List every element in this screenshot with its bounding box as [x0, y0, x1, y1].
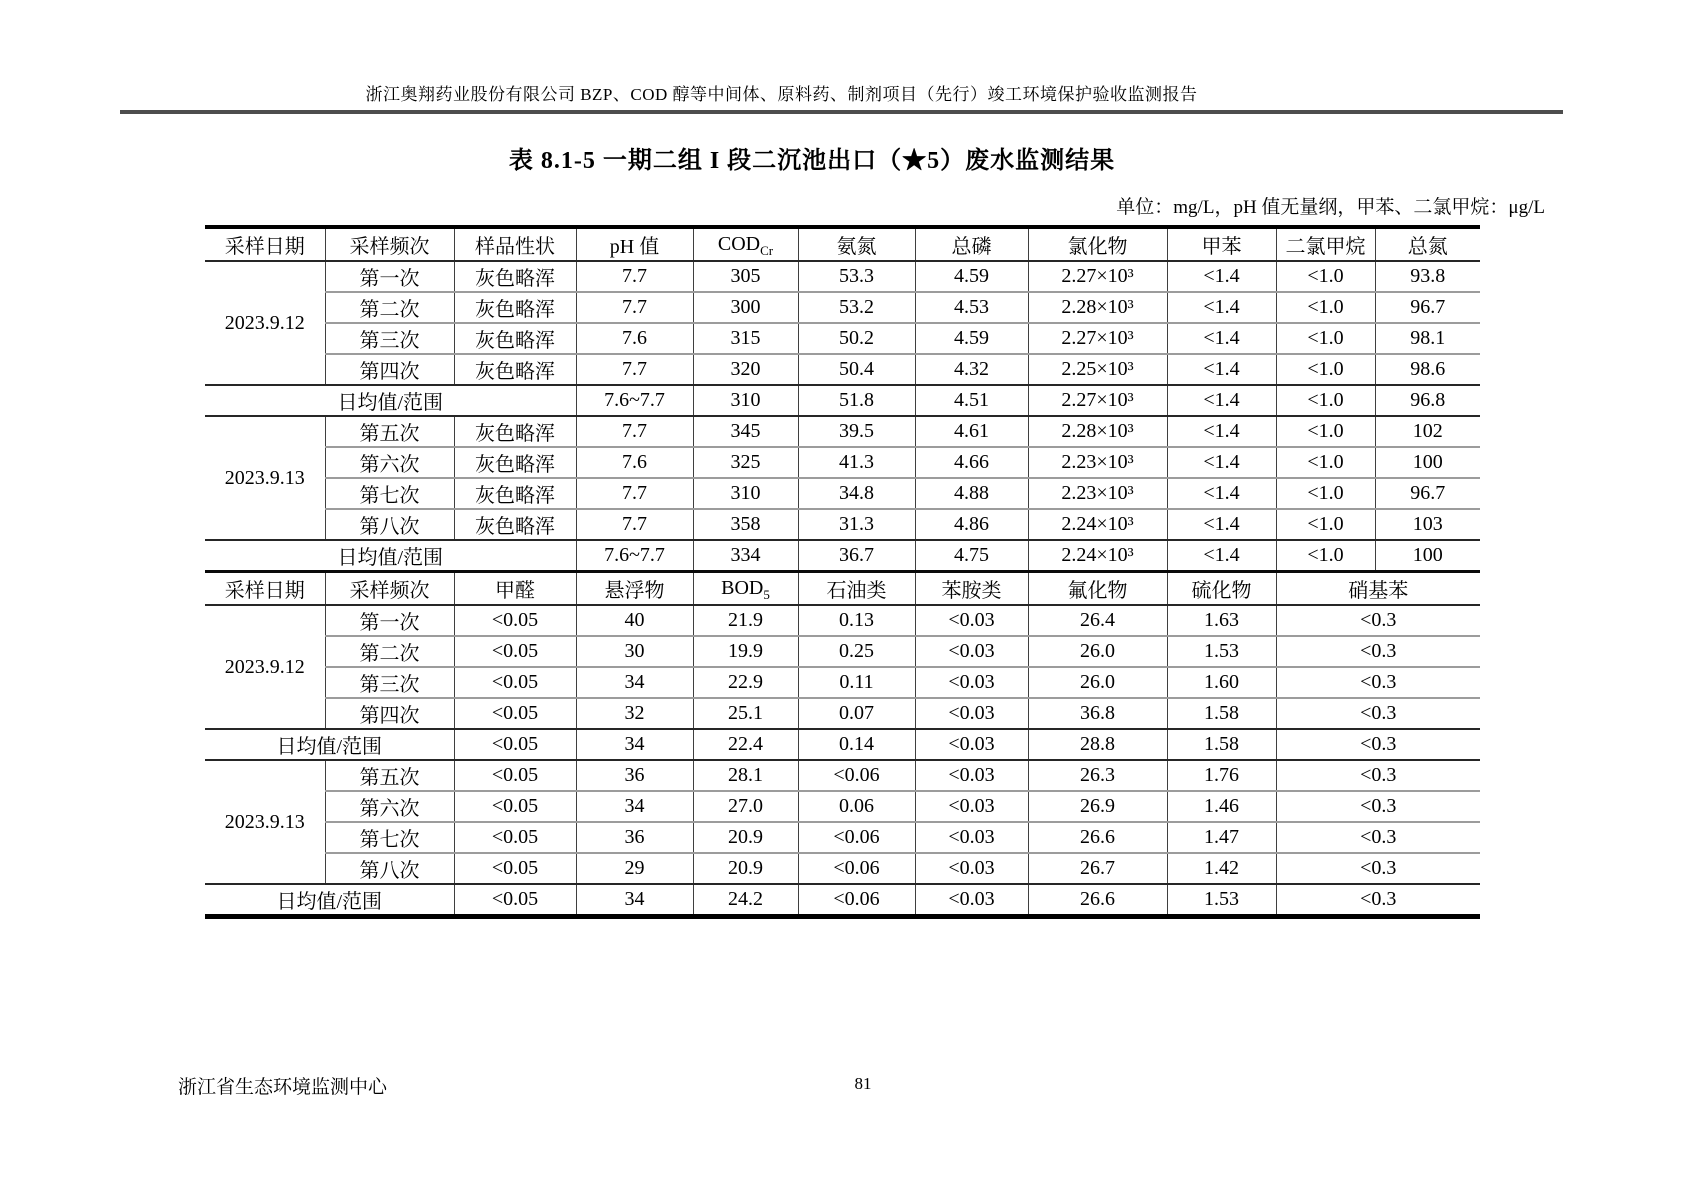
data-cell: 30 [576, 636, 693, 667]
table-title: 表 8.1-5 一期二组 I 段二沉池出口（★5）废水监测结果 [508, 148, 1116, 174]
data-cell: <1.4 [1167, 354, 1276, 385]
data-cell: <1.4 [1167, 292, 1276, 323]
data-cell: 2.28×10³ [1028, 416, 1167, 447]
data-cell: 第八次 [325, 853, 454, 884]
data-cell: <1.0 [1276, 385, 1375, 416]
data-cell: 4.53 [915, 292, 1028, 323]
bod-label: BOD [721, 577, 764, 599]
data-cell: 4.59 [915, 323, 1028, 354]
cell-date: 2023.9.13 [205, 760, 325, 884]
data-cell: 100 [1375, 540, 1480, 572]
table-row [205, 636, 1480, 667]
data-cell: 1.58 [1167, 729, 1276, 760]
col-header-oil: 石油类 [798, 572, 915, 606]
table-row [205, 323, 1480, 354]
col-header-nh3n: 氨氮 [798, 227, 915, 261]
data-cell: 53.3 [798, 261, 915, 292]
data-cell: 灰色略浑 [454, 478, 576, 509]
data-cell: <0.03 [915, 853, 1028, 884]
data-cell: 4.32 [915, 354, 1028, 385]
data-cell: 灰色略浑 [454, 292, 576, 323]
data-cell: 4.66 [915, 447, 1028, 478]
cell-date: 2023.9.13 [205, 416, 325, 540]
data-cell: <0.3 [1276, 760, 1480, 791]
data-cell: 300 [693, 292, 798, 323]
data-cell: <1.0 [1276, 292, 1375, 323]
table-row [205, 292, 1480, 323]
data-cell: 310 [693, 385, 798, 416]
data-cell: 96.7 [1375, 478, 1480, 509]
data-cell: 第七次 [325, 822, 454, 853]
data-cell: 29 [576, 853, 693, 884]
data-cell: 26.0 [1028, 636, 1167, 667]
data-cell: 2.23×10³ [1028, 478, 1167, 509]
data-cell: 26.4 [1028, 605, 1167, 636]
data-cell: <1.0 [1276, 416, 1375, 447]
data-cell: 26.9 [1028, 791, 1167, 822]
table-row [205, 261, 1480, 292]
data-cell: 26.6 [1028, 822, 1167, 853]
data-cell: 0.06 [798, 791, 915, 822]
data-cell: <1.4 [1167, 478, 1276, 509]
table-header-row [205, 572, 1480, 606]
data-cell: 358 [693, 509, 798, 540]
col-header-fluoride: 氟化物 [1028, 572, 1167, 606]
data-cell: <0.06 [798, 822, 915, 853]
data-cell: 34 [576, 667, 693, 698]
col-header-dcm: 二氯甲烷 [1276, 227, 1375, 261]
data-cell: <0.03 [915, 636, 1028, 667]
data-cell: 第八次 [325, 509, 454, 540]
data-cell: <0.03 [915, 760, 1028, 791]
data-cell: 51.8 [798, 385, 915, 416]
data-cell: 320 [693, 354, 798, 385]
data-cell: <0.3 [1276, 884, 1480, 917]
table-row [205, 478, 1480, 509]
data-cell: 2.24×10³ [1028, 540, 1167, 572]
data-cell: 2.28×10³ [1028, 292, 1167, 323]
data-cell: 1.42 [1167, 853, 1276, 884]
table-row [205, 760, 1480, 791]
data-cell: 4.59 [915, 261, 1028, 292]
col-header-date: 采样日期 [205, 227, 325, 261]
col-header-cod [693, 227, 798, 261]
data-cell: <0.03 [915, 822, 1028, 853]
data-cell: 7.7 [576, 261, 693, 292]
table-row [205, 509, 1480, 540]
data-cell: 第二次 [325, 292, 454, 323]
data-cell: <0.05 [454, 791, 576, 822]
daily-average-row [205, 385, 1480, 416]
data-cell: 1.63 [1167, 605, 1276, 636]
header-rule [120, 110, 1563, 114]
data-cell: 第一次 [325, 605, 454, 636]
data-cell: 2.23×10³ [1028, 447, 1167, 478]
data-cell: 98.1 [1375, 323, 1480, 354]
data-cell: <0.03 [915, 729, 1028, 760]
table-row [205, 853, 1480, 884]
data-cell: 36 [576, 760, 693, 791]
data-cell: <0.3 [1276, 698, 1480, 729]
data-cell: 103 [1375, 509, 1480, 540]
data-cell: <1.0 [1276, 354, 1375, 385]
daily-average-row [205, 540, 1480, 572]
data-cell: <0.03 [915, 884, 1028, 917]
data-cell: 第三次 [325, 323, 454, 354]
data-cell: <1.0 [1276, 261, 1375, 292]
data-cell: 灰色略浑 [454, 509, 576, 540]
data-cell: <0.03 [915, 605, 1028, 636]
data-cell: 第六次 [325, 791, 454, 822]
data-cell: 7.6~7.7 [576, 385, 693, 416]
data-cell: 36.7 [798, 540, 915, 572]
data-cell: 7.7 [576, 292, 693, 323]
data-cell: 2.27×10³ [1028, 323, 1167, 354]
data-cell: 0.25 [798, 636, 915, 667]
data-cell: <1.0 [1276, 540, 1375, 572]
data-cell: 7.7 [576, 478, 693, 509]
data-cell: <0.06 [798, 853, 915, 884]
data-cell: 22.9 [693, 667, 798, 698]
col-header-bod [693, 572, 798, 606]
table-row [205, 447, 1480, 478]
daily-average-row [205, 729, 1480, 760]
data-cell: 26.6 [1028, 884, 1167, 917]
data-cell: 39.5 [798, 416, 915, 447]
col-header-aniline: 苯胺类 [915, 572, 1028, 606]
data-cell: 24.2 [693, 884, 798, 917]
data-cell: 1.53 [1167, 884, 1276, 917]
data-cell: 1.53 [1167, 636, 1276, 667]
data-cell: 100 [1375, 447, 1480, 478]
data-cell: 2.27×10³ [1028, 261, 1167, 292]
data-cell: 7.6 [576, 323, 693, 354]
data-cell: <1.4 [1167, 261, 1276, 292]
data-cell: 7.7 [576, 509, 693, 540]
table-header-row [205, 227, 1480, 261]
data-cell: 98.6 [1375, 354, 1480, 385]
data-cell: 1.58 [1167, 698, 1276, 729]
table-row [205, 667, 1480, 698]
table-row [205, 791, 1480, 822]
data-cell: 102 [1375, 416, 1480, 447]
data-cell: <0.05 [454, 760, 576, 791]
data-cell: <0.3 [1276, 667, 1480, 698]
data-cell: 4.61 [915, 416, 1028, 447]
data-cell: 20.9 [693, 822, 798, 853]
data-cell: <0.05 [454, 853, 576, 884]
data-cell: 2.25×10³ [1028, 354, 1167, 385]
data-cell: <0.06 [798, 884, 915, 917]
col-header-tp: 总磷 [915, 227, 1028, 261]
data-cell: 21.9 [693, 605, 798, 636]
col-header-nitrobenzene: 硝基苯 [1276, 572, 1480, 606]
data-cell: 28.8 [1028, 729, 1167, 760]
data-cell: <0.05 [454, 698, 576, 729]
data-cell: 灰色略浑 [454, 354, 576, 385]
data-cell: 第三次 [325, 667, 454, 698]
col-header-date: 采样日期 [205, 572, 325, 606]
data-cell: 第六次 [325, 447, 454, 478]
data-cell: 第四次 [325, 698, 454, 729]
data-cell: 305 [693, 261, 798, 292]
data-cell: <0.3 [1276, 605, 1480, 636]
data-cell: <1.4 [1167, 540, 1276, 572]
avg-label-cell: 日均值/范围 [205, 385, 576, 416]
data-cell: 1.46 [1167, 791, 1276, 822]
monitoring-results-table [205, 225, 1480, 919]
data-cell: <0.05 [454, 822, 576, 853]
bod-subscript: 5 [763, 587, 770, 602]
data-cell: 7.6 [576, 447, 693, 478]
data-cell: <0.05 [454, 667, 576, 698]
cod-subscript: Cr [760, 243, 774, 258]
data-cell: 1.60 [1167, 667, 1276, 698]
data-cell: 19.9 [693, 636, 798, 667]
col-header-freq: 采样频次 [325, 227, 454, 261]
data-cell: 1.47 [1167, 822, 1276, 853]
table-row [205, 698, 1480, 729]
col-header-chloride: 氯化物 [1028, 227, 1167, 261]
data-cell: 34 [576, 729, 693, 760]
data-cell: 2.24×10³ [1028, 509, 1167, 540]
data-cell: 4.88 [915, 478, 1028, 509]
data-cell: 第四次 [325, 354, 454, 385]
data-cell: 315 [693, 323, 798, 354]
col-header-freq: 采样频次 [325, 572, 454, 606]
footer-organization: 浙江省生态环境监测中心 [178, 1077, 388, 1098]
data-cell: 50.2 [798, 323, 915, 354]
data-cell: 310 [693, 478, 798, 509]
avg-label-cell: 日均值/范围 [205, 729, 454, 760]
data-cell: 4.51 [915, 385, 1028, 416]
data-cell: 第二次 [325, 636, 454, 667]
data-cell: 36.8 [1028, 698, 1167, 729]
data-cell: 26.7 [1028, 853, 1167, 884]
table-row [205, 416, 1480, 447]
data-cell: 96.8 [1375, 385, 1480, 416]
col-header-hcho: 甲醛 [454, 572, 576, 606]
data-cell: 7.7 [576, 416, 693, 447]
data-cell: <0.3 [1276, 791, 1480, 822]
data-cell: 32 [576, 698, 693, 729]
col-header-tn: 总氮 [1407, 236, 1448, 258]
data-cell: 灰色略浑 [454, 447, 576, 478]
cell-date: 2023.9.12 [205, 605, 325, 729]
data-cell: <0.06 [798, 760, 915, 791]
data-cell: <1.0 [1276, 323, 1375, 354]
data-cell: 325 [693, 447, 798, 478]
data-cell: 28.1 [693, 760, 798, 791]
data-cell: <1.0 [1276, 509, 1375, 540]
data-cell: <0.05 [454, 605, 576, 636]
data-cell: <0.03 [915, 791, 1028, 822]
data-cell: 27.0 [693, 791, 798, 822]
data-cell: 7.6~7.7 [576, 540, 693, 572]
data-cell: <1.4 [1167, 416, 1276, 447]
table-row [205, 354, 1480, 385]
col-header-appearance: 样品性状 [454, 227, 576, 261]
data-cell: 26.3 [1028, 760, 1167, 791]
data-cell: 26.0 [1028, 667, 1167, 698]
data-cell: 25.1 [693, 698, 798, 729]
data-cell: 34 [576, 884, 693, 917]
data-cell: <0.03 [915, 667, 1028, 698]
data-cell: 灰色略浑 [454, 323, 576, 354]
table-row [205, 822, 1480, 853]
data-cell: 41.3 [798, 447, 915, 478]
cell-date: 2023.9.12 [205, 261, 325, 385]
data-cell: 0.11 [798, 667, 915, 698]
data-cell: 第一次 [325, 261, 454, 292]
col-header-toluene: 甲苯 [1167, 227, 1276, 261]
data-cell: 0.14 [798, 729, 915, 760]
data-cell: <0.3 [1276, 729, 1480, 760]
data-cell: 31.3 [798, 509, 915, 540]
data-cell: 7.7 [576, 354, 693, 385]
data-cell: 灰色略浑 [454, 261, 576, 292]
data-cell: 96.7 [1375, 292, 1480, 323]
data-cell: <1.0 [1276, 478, 1375, 509]
data-cell: <1.0 [1276, 447, 1375, 478]
table-row [205, 605, 1480, 636]
data-cell: <0.05 [454, 636, 576, 667]
data-cell: <0.3 [1276, 822, 1480, 853]
data-cell: 2.27×10³ [1028, 385, 1167, 416]
avg-label-cell: 日均值/范围 [205, 540, 576, 572]
data-cell: <0.05 [454, 884, 576, 917]
cod-label: COD [717, 233, 761, 255]
data-cell: 34.8 [798, 478, 915, 509]
data-cell: 4.75 [915, 540, 1028, 572]
col-header-ss: 悬浮物 [576, 572, 693, 606]
data-cell: 第五次 [325, 416, 454, 447]
data-cell: 22.4 [693, 729, 798, 760]
col-header-sulfide: 硫化物 [1167, 572, 1276, 606]
data-cell: <1.4 [1167, 323, 1276, 354]
data-cell: <0.05 [454, 729, 576, 760]
data-cell: 0.07 [798, 698, 915, 729]
running-header: 浙江奥翔药业股份有限公司 BZP、COD 醇等中间体、原料药、制剂项目（先行）竣工环境保护验收监测报告 [365, 85, 1198, 104]
units-note: 单位：mg/L，pH 值无量纲，甲苯、二氯甲烷：μg/L [1116, 197, 1545, 218]
data-cell: 第五次 [325, 760, 454, 791]
data-cell: 334 [693, 540, 798, 572]
page-number: 81 [854, 1074, 872, 1093]
data-cell: 93.8 [1375, 261, 1480, 292]
data-cell: <1.4 [1167, 447, 1276, 478]
daily-average-row [205, 884, 1480, 917]
data-cell: 1.76 [1167, 760, 1276, 791]
avg-label-cell: 日均值/范围 [205, 884, 454, 917]
data-cell: 345 [693, 416, 798, 447]
data-cell: 53.2 [798, 292, 915, 323]
data-cell: 4.86 [915, 509, 1028, 540]
data-cell: 0.13 [798, 605, 915, 636]
data-cell: 40 [576, 605, 693, 636]
data-cell: 灰色略浑 [454, 416, 576, 447]
data-cell: <1.4 [1167, 385, 1276, 416]
data-cell: 第七次 [325, 478, 454, 509]
data-cell: 36 [576, 822, 693, 853]
data-cell: 34 [576, 791, 693, 822]
col-header-ph: pH 值 [576, 227, 693, 261]
data-cell: <0.3 [1276, 853, 1480, 884]
data-cell: <0.3 [1276, 636, 1480, 667]
data-cell: 20.9 [693, 853, 798, 884]
data-cell: <1.4 [1167, 509, 1276, 540]
data-cell: <0.03 [915, 698, 1028, 729]
data-cell: 50.4 [798, 354, 915, 385]
